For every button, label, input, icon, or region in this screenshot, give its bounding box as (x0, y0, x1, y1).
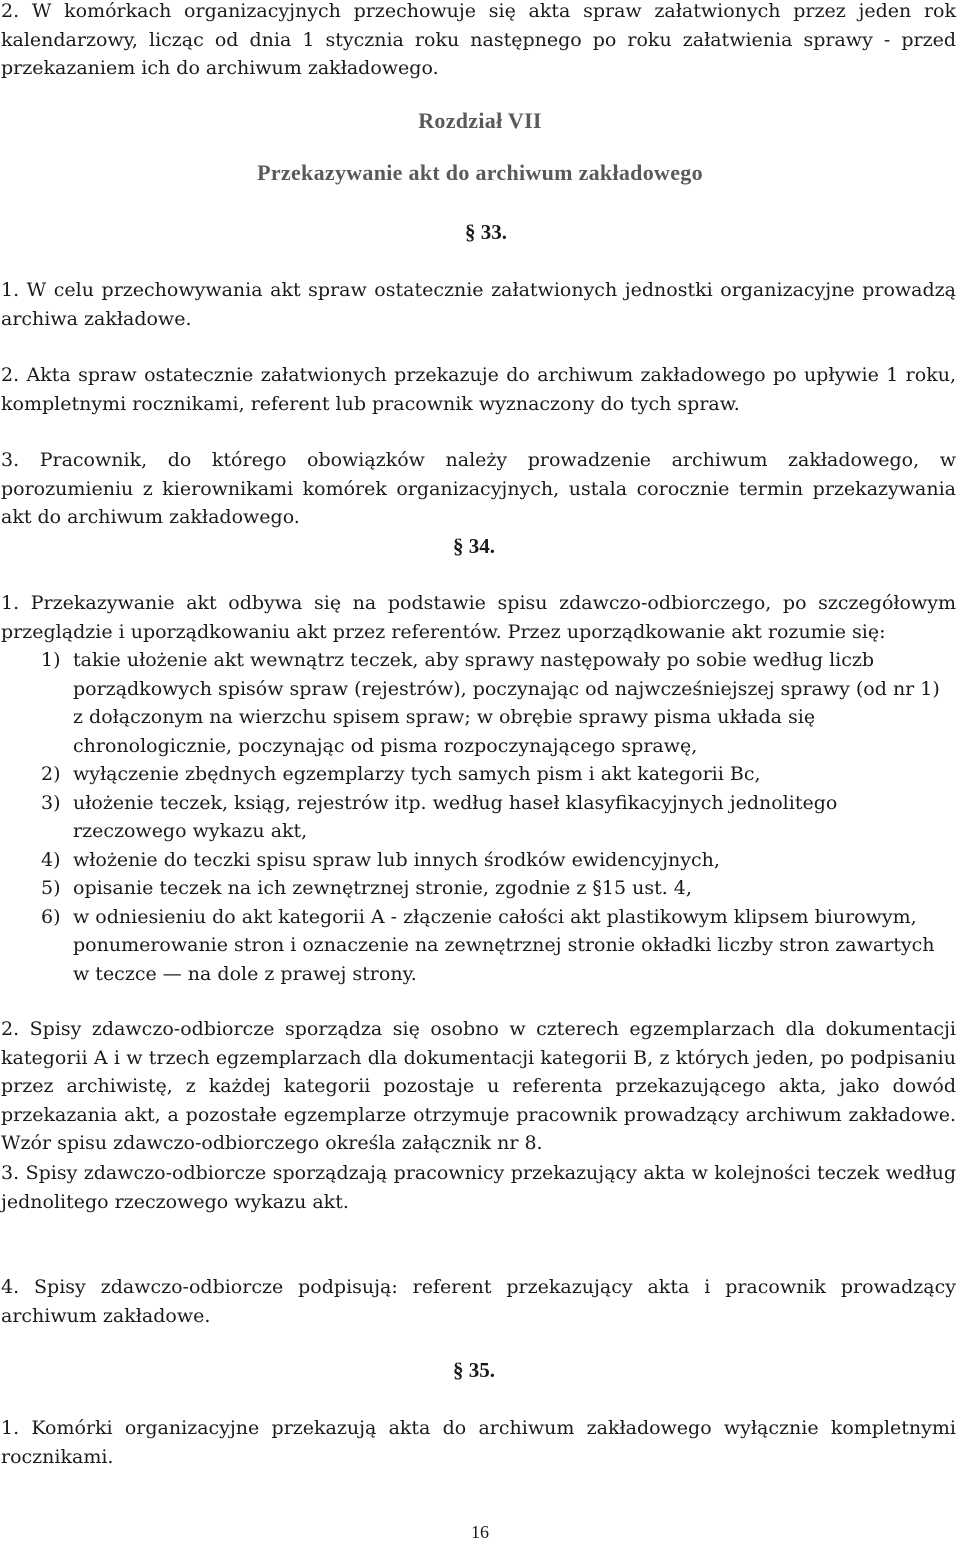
list-item-text: wyłączenie zbędnych egzemplarzy tych samych pism i akt kategorii Bc, (73, 763, 761, 785)
section-33-heading: § 33. (465, 220, 507, 244)
section-35-heading: § 35. (453, 1358, 495, 1382)
chapter-number: Rozdział VII (418, 108, 542, 133)
list-item (0, 846, 960, 875)
list-item-text: takie ułożenie akt wewnątrz teczek, aby sprawy następowały po sobie według liczb porządkowych spisów spraw (rejestrów), poczynając od najwcześniejszej sprawy (od nr 1) z dołączonym na wierzchu spisem spraw; w obrębie sprawy pisma układa się chronologicznie, poczynając od pisma rozpoczynającego sprawę, (73, 649, 940, 757)
paragraph-33-1: 1. W celu przechowywania akt spraw ostatecznie załatwionych jednostki organizacyjne prowadzą archiwa zakładowe. (1, 279, 956, 330)
ordering-list (0, 646, 960, 988)
list-item-number: 4) (41, 848, 61, 871)
list-item (0, 646, 960, 760)
list-item (0, 789, 960, 846)
chapter-title: Przekazywanie akt do archiwum zakładowego (257, 160, 703, 185)
list-item-text: włożenie do teczki spisu spraw lub innych środków ewidencyjnych, (73, 848, 720, 871)
list-item (0, 903, 960, 989)
paragraph-34-4: 4. Spisy zdawczo-odbiorcze podpisują: referent przekazujący akta i pracownik prowadzący archiwum zakładowe. (1, 1276, 956, 1327)
paragraph-34-3: 3. Spisy zdawczo-odbiorcze sporządzają pracownicy przekazujący akta w kolejności teczek według jednolitego rzeczowego wykazu akt. (1, 1162, 956, 1213)
list-item-number: 1) (41, 649, 61, 671)
paragraph-35-1: 1. Komórki organizacyjne przekazują akta do archiwum zakładowego wyłącznie kompletnymi rocznikami. (1, 1417, 956, 1468)
list-item-number: 2) (41, 763, 61, 785)
section-34-heading: § 34. (453, 534, 495, 558)
list-item-number: 6) (41, 905, 61, 928)
paragraph-intro: 2. W komórkach organizacyjnych przechowuje się akta spraw załatwionych przez jeden rok kalendarzowy, licząc od dnia 1 stycznia roku następnego po roku załatwienia sprawy - przed przekazaniem ich do archiwum zakładowego. (1, 0, 956, 79)
list-item-number: 5) (41, 877, 61, 899)
list-item-text: ułożenie teczek, ksiąg, rejestrów itp. według haseł klasyfikacyjnych jednolitego rzeczowego wykazu akt, (73, 791, 838, 842)
list-item-text: w odniesieniu do akt kategorii A - złączenie całości akt plastikowym klipsem biurowym, ponumerowanie stron i oznaczenie na zewnętrznej stronie okładki liczby stron zawartych w teczce — na dole z prawej strony. (73, 905, 935, 985)
list-item-number: 3) (41, 791, 61, 814)
page-number: 16 (471, 1522, 489, 1542)
list-item (0, 760, 960, 789)
list-item-text: opisanie teczek na ich zewnętrznej stronie, zgodnie z §15 ust. 4, (73, 877, 692, 899)
paragraph-33-2: 2. Akta spraw ostatecznie załatwionych przekazuje do archiwum zakładowego po upływie 1 roku, kompletnymi rocznikami, referent lub pracownik wyznaczony do tych spraw. (1, 364, 956, 415)
paragraph-33-3: 3. Pracownik, do którego obowiązków należy prowadzenie archiwum zakładowego, w porozumieniu z kierownikami komórek organizacyjnych, ustala corocznie termin przekazywania akt do archiwum zakładowego. (1, 449, 956, 528)
paragraph-34-2: 2. Spisy zdawczo-odbiorcze sporządza się osobno w czterech egzemplarzach dla dokumentacji kategorii A i w trzech egzemplarzach dla dokumentacji kategorii B, z których jeden, po podpisaniu przez archiwistę, z każdej kategorii pozostaje u referenta przekazującego akta, jako dowód przekazania akt, a pozostałe egzemplarze otrzymuje pracownik prowadzący archiwum zakładowe. Wzór spisu zdawczo-odbiorczego określa załącznik nr 8. (1, 1018, 956, 1154)
paragraph-34-1: 1. Przekazywanie akt odbywa się na podstawie spisu zdawczo-odbiorczego, po szczegółowym przeglądzie i uporządkowaniu akt przez referentów. Przez uporządkowanie akt rozumie się: (1, 592, 956, 643)
list-item (0, 874, 960, 903)
